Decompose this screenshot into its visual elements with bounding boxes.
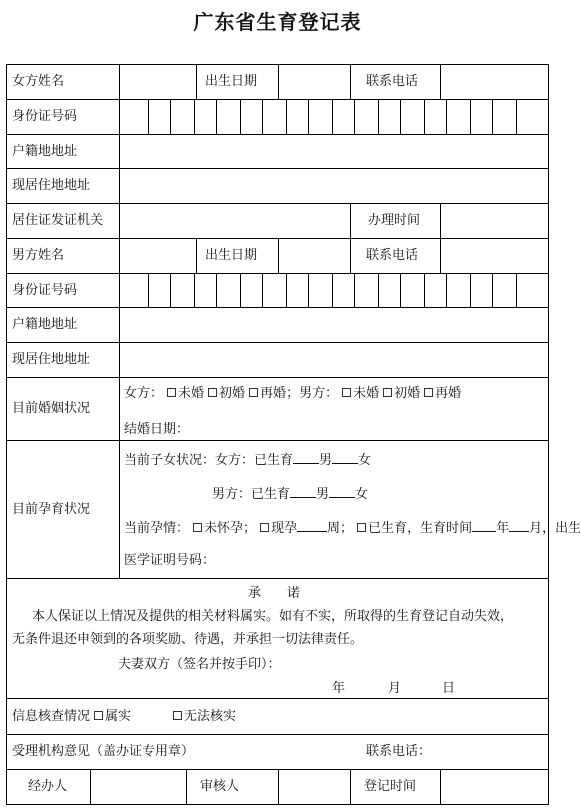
id-digit-border (424, 99, 425, 135)
female-handle-time-label: 办理时间 (368, 213, 421, 228)
promise-line-2: 无条件退还申领到的各项奖励、待遇，并承担一切法律责任。 (12, 632, 364, 647)
option-remarried: 再婚 (435, 386, 462, 401)
id-digit-border (378, 99, 379, 135)
id-digit-border (216, 99, 217, 135)
option-remarried: 再婚 (260, 386, 287, 401)
medical-cert-label: 医学证明号码： (124, 553, 216, 568)
id-digit-border (216, 273, 217, 308)
row-border (6, 440, 549, 441)
blank-line[interactable] (332, 451, 358, 464)
male-birth-label: 出生日期 (205, 248, 258, 263)
id-digit-border (170, 273, 171, 308)
female-birth-label: 出生日期 (205, 74, 258, 89)
boy-label: 男 (319, 453, 333, 468)
checkbox[interactable] (383, 388, 392, 397)
id-digit-border (262, 273, 263, 308)
id-digit-border (492, 99, 493, 135)
female-permit-label: 居住证发证机关 (12, 213, 104, 228)
footer-cell-border (440, 769, 441, 805)
checkbox[interactable] (208, 388, 217, 397)
id-digit-border (424, 273, 425, 308)
fertility-label: 目前孕育状况 (12, 502, 91, 517)
marriage-options (124, 386, 461, 402)
option-first-marriage: 初婚 (394, 386, 421, 401)
option-unmarried: 未婚 (178, 386, 205, 401)
male-children-prefix: 男方：已生育 (212, 487, 291, 502)
reviewer-label: 审核人 (200, 779, 240, 794)
cell-border (278, 64, 279, 100)
promise-sign-label: 夫妻双方（签名并按手印）： (118, 657, 281, 672)
born-option: 已生育，生育时间 (368, 521, 473, 536)
id-digit-border (378, 273, 379, 308)
id-digit-border (400, 99, 401, 135)
id-digit-border (354, 99, 355, 135)
cell-border (350, 64, 351, 100)
id-digit-border (470, 273, 471, 308)
handler-label: 经办人 (28, 779, 68, 794)
id-digit-border (240, 99, 241, 135)
id-digit-border (332, 273, 333, 308)
table-right-border (548, 64, 549, 805)
female-name-label: 女方姓名 (12, 74, 65, 89)
blank-line[interactable] (297, 519, 327, 532)
id-digit-border (446, 273, 447, 308)
label-column-border (119, 64, 120, 579)
pregnancy-line (124, 519, 581, 537)
id-digit-border (119, 99, 120, 135)
footer-cell-border (350, 769, 351, 805)
pregnancy-prefix: 当前孕情： (124, 521, 190, 536)
boy-label: 男 (316, 487, 330, 502)
promise-heading: 承 诺 (248, 586, 301, 601)
checkbox[interactable] (94, 711, 103, 720)
page-title: 广东省生育登记表 (193, 10, 362, 34)
checkbox[interactable] (424, 388, 433, 397)
id-digit-border (262, 99, 263, 135)
row-border (6, 203, 549, 204)
row-border (6, 168, 549, 169)
male-phone-label: 联系电话 (366, 248, 419, 263)
option-unmarried: 未婚 (353, 386, 380, 401)
checkbox[interactable] (357, 523, 366, 532)
female-huji-label: 户籍地地址 (12, 144, 78, 159)
id-digit-border (470, 99, 471, 135)
footer-cell-border (186, 769, 187, 805)
checkbox[interactable] (260, 523, 269, 532)
cell-border (350, 203, 351, 239)
agency-label: 受理机构意见（盖办证专用章） (12, 744, 195, 759)
promise-year: 年 (332, 681, 346, 696)
male-name-label: 男方姓名 (12, 248, 65, 263)
id-digit-border (308, 99, 309, 135)
not-pregnant-option: 未怀孕； (204, 521, 257, 536)
checkbox[interactable] (173, 711, 182, 720)
cell-border (196, 64, 197, 100)
row-border (6, 307, 549, 308)
id-digit-border (492, 273, 493, 308)
checkbox[interactable] (193, 523, 202, 532)
id-digit-border (548, 99, 549, 135)
footer-cell-border (278, 769, 279, 805)
id-digit-border (170, 99, 171, 135)
table-left-border (6, 698, 7, 805)
female-prefix: 女方： (124, 386, 164, 401)
checkbox[interactable] (167, 388, 176, 397)
female-children-line (124, 451, 371, 469)
option-first-marriage: 初婚 (219, 386, 246, 401)
female-id-label: 身份证号码 (12, 109, 78, 124)
promise-line-1: 本人保证以上情况及提供的相关材料属实。如有不实，所取得的生育登记自动失效， (32, 609, 514, 624)
female-children-prefix: 当前子女状况：女方：已生育 (124, 453, 294, 468)
id-digit-border (148, 273, 149, 308)
male-huji-label: 户籍地地址 (12, 317, 78, 332)
cell-border (278, 238, 279, 274)
verify-line (12, 709, 236, 725)
male-id-label: 身份证号码 (12, 283, 78, 298)
male-prefix: ；男方： (286, 386, 339, 401)
marriage-label: 目前婚姻状况 (12, 401, 91, 416)
id-digit-border (354, 273, 355, 308)
row-border (6, 734, 549, 735)
female-residence-label: 现居住地地址 (12, 178, 91, 193)
verify-true-option: 属实 (105, 709, 132, 724)
id-digit-border (516, 99, 517, 135)
male-children-line (212, 485, 368, 503)
row-border (6, 134, 549, 135)
id-digit-border (194, 99, 195, 135)
id-digit-border (119, 273, 120, 308)
id-digit-border (286, 273, 287, 308)
id-digit-border (516, 273, 517, 308)
month-label: 月，出生 (529, 521, 581, 536)
cell-border (440, 64, 441, 100)
agency-phone-label: 联系电话： (366, 744, 432, 759)
cell-border (440, 203, 441, 239)
id-digit-border (148, 99, 149, 135)
id-digit-border (548, 273, 549, 308)
registration-time-label: 登记时间 (364, 779, 417, 794)
cell-border (196, 238, 197, 274)
table-left-border (6, 64, 7, 805)
girl-label: 女 (358, 453, 372, 468)
checkbox[interactable] (342, 388, 351, 397)
promise-month: 月 (388, 681, 402, 696)
id-digit-border (400, 273, 401, 308)
blank-line[interactable] (329, 485, 355, 498)
promise-day: 日 (442, 681, 456, 696)
female-phone-label: 联系电话 (366, 74, 419, 89)
verify-unverifiable-option: 无法核实 (184, 709, 237, 724)
marriage-date-label: 结婚日期： (124, 422, 190, 437)
blank-line[interactable] (472, 519, 496, 532)
footer-cell-border (90, 769, 91, 805)
verify-label: 信息核查情况 (12, 709, 91, 724)
cell-border (440, 238, 441, 274)
cell-border (350, 238, 351, 274)
id-digit-border (286, 99, 287, 135)
blank-line[interactable] (509, 519, 529, 532)
id-digit-border (194, 273, 195, 308)
year-label: 年 (496, 521, 510, 536)
row-border (6, 698, 549, 699)
blank-line[interactable] (290, 485, 316, 498)
row-border (6, 377, 549, 378)
row-border (6, 578, 549, 579)
row-border (6, 342, 549, 343)
week-label: 周； (327, 521, 354, 536)
id-digit-border (240, 273, 241, 308)
pregnant-option: 现孕 (271, 521, 298, 536)
id-digit-border (308, 273, 309, 308)
male-residence-label: 现居住地地址 (12, 352, 91, 367)
checkbox[interactable] (249, 388, 258, 397)
id-digit-border (332, 99, 333, 135)
girl-label: 女 (355, 487, 369, 502)
id-digit-border (446, 99, 447, 135)
blank-line[interactable] (293, 451, 319, 464)
